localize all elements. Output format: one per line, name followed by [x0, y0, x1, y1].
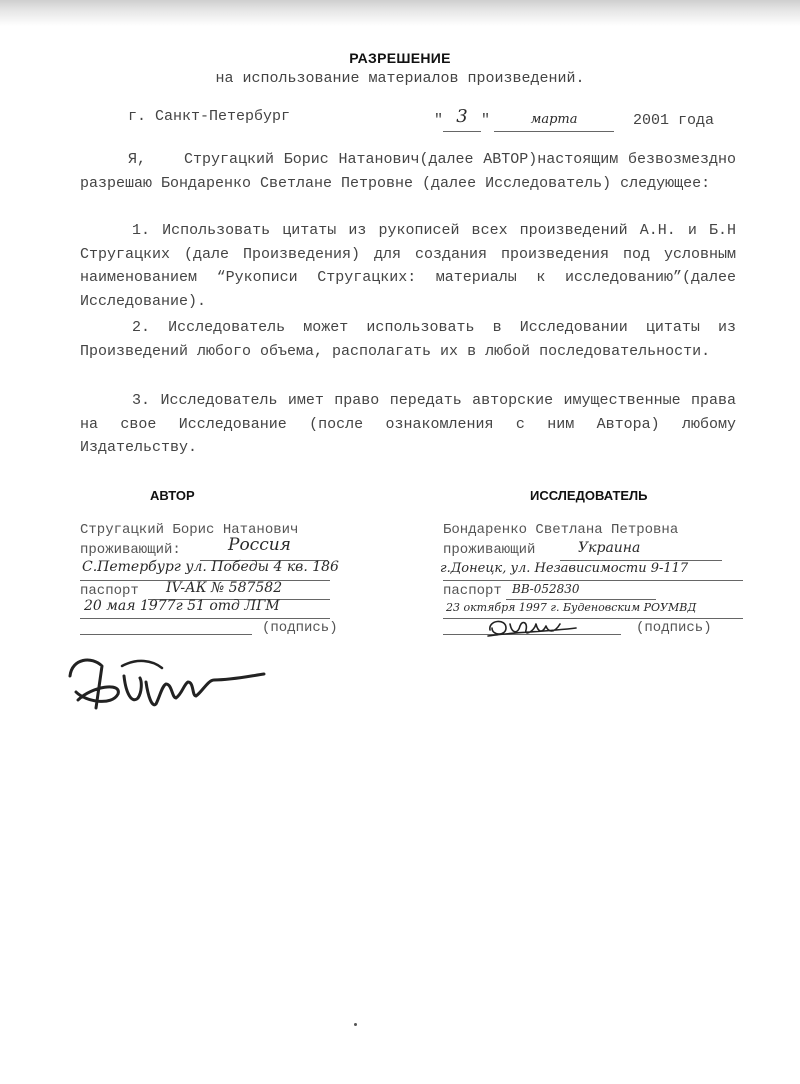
clause-3: [80, 389, 736, 460]
researcher-name: Бондаренко Светлана Петровна: [443, 522, 679, 538]
scan-speck: [354, 1023, 357, 1026]
researcher-passport-label: паспорт: [443, 583, 502, 599]
author-passport-value: IV-АК № 587582: [166, 580, 283, 596]
author-address: С.Петербург ул. Победы 4 кв. 186: [82, 559, 339, 575]
researcher-passport-issued: 23 октября 1997 г. Буденовским РОУМВД: [446, 601, 697, 614]
author-residing-value: Россия: [228, 535, 291, 555]
researcher-heading: ИССЛЕДОВАТЕЛЬ: [530, 488, 648, 503]
date-line: [434, 108, 734, 130]
author-residing-label: проживающий:: [80, 542, 181, 558]
author-issued-line: [80, 618, 330, 619]
clause-text: Исследователь может использовать в Исследовании цитаты из Произведений любого объема, располагать их в любой последовательности.: [80, 319, 736, 360]
date-open-quote: ": [434, 112, 444, 129]
intro-text: Стругацкий Борис Натанович(далее АВТОР)настоящим безвозмездно разрешаю Бондаренко Светлане Петровне (далее Исследователь) следующее:: [80, 151, 736, 192]
researcher-passport-line: [506, 599, 656, 600]
city: г. Санкт-Петербург: [128, 108, 291, 125]
author-passport-issued: 20 мая 1977г 51 отд ЛГМ: [84, 598, 280, 614]
date-month-field: [494, 114, 614, 132]
researcher-residing-value: Украина: [578, 540, 641, 556]
clause-1: [80, 219, 736, 313]
clause-number: 3.: [132, 392, 151, 409]
researcher-residing-label: проживающий: [443, 542, 536, 558]
researcher-address-line: [443, 580, 743, 581]
author-signature-line: [80, 634, 252, 635]
intro-lead: Я,: [128, 151, 147, 168]
researcher-passport-value: ВВ-052830: [512, 582, 580, 596]
researcher-signature-image: [484, 614, 580, 640]
date-year: 2001 года: [633, 112, 715, 129]
clause-number: 2.: [132, 319, 151, 336]
date-day-field: [443, 106, 481, 132]
date-close-quote: ": [481, 112, 491, 129]
author-heading: АВТОР: [150, 488, 195, 503]
clause-text: Исследователь имет право передать авторские имущественные права на свое Исследование (после ознакомления с ним Автора) любому Издательству.: [80, 392, 736, 456]
document-subtitle: на использование материалов произведений.: [215, 70, 585, 87]
author-signature-image: [62, 636, 272, 718]
researcher-address: г.Донецк, ул. Независимости 9-117: [440, 561, 689, 576]
date-month: марта: [530, 112, 578, 127]
clause-2: [80, 316, 736, 363]
intro-paragraph: [80, 148, 736, 195]
document-title: РАЗРЕШЕНИЕ: [349, 50, 451, 66]
clause-text: Использовать цитаты из рукописей всех произведений А.Н. и Б.Н Стругацких (дале Произведения) для создания произведения под условным наименованием “Рукописи Стругацких: материалы к исследованию”(далее Исследование).: [80, 222, 736, 310]
researcher-signature-label: (подпись): [636, 620, 712, 636]
author-passport-label: паспорт: [80, 583, 139, 599]
clause-number: 1.: [132, 222, 151, 239]
scan-edge-shadow: [0, 0, 800, 26]
date-day: 3: [456, 106, 468, 127]
author-name: Стругацкий Борис Натанович: [80, 522, 299, 538]
author-signature-label: (подпись): [262, 620, 338, 636]
